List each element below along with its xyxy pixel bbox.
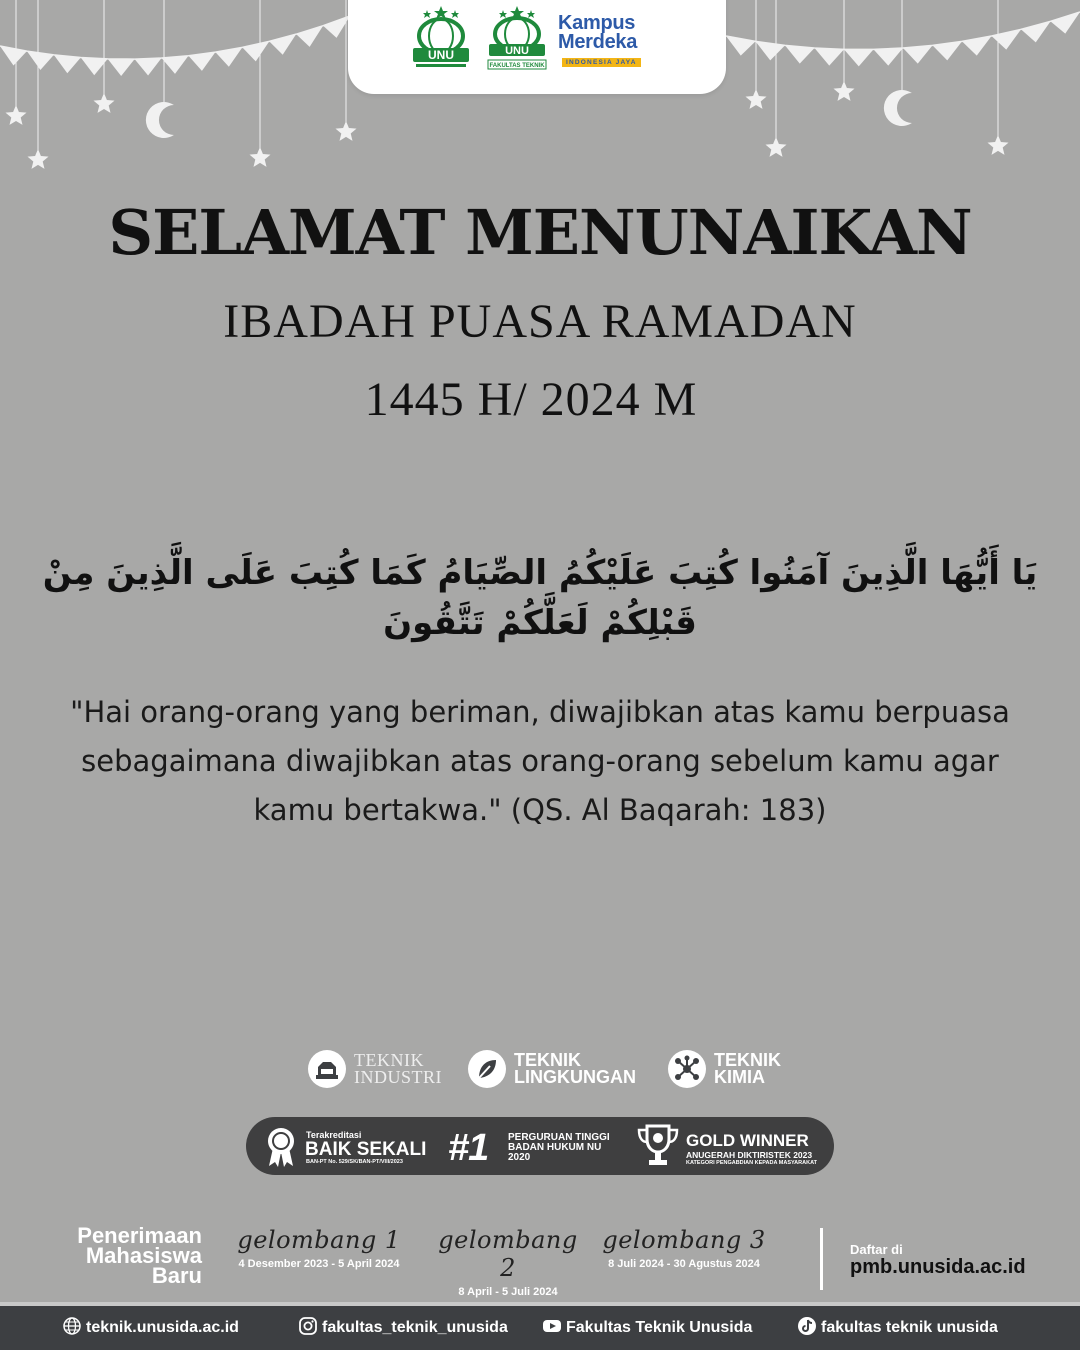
bunting-right-flag (1021, 21, 1051, 42)
rank-line2: BADAN HUKUM NU (508, 1142, 602, 1153)
admission-wave-1 (222, 1226, 416, 1270)
star-icon (6, 105, 27, 125)
tiktok-icon (797, 1316, 817, 1336)
admission-line1: Penerimaan (77, 1223, 202, 1248)
faculty-tag: FAKULTAS TEKNIK (489, 63, 545, 69)
rank-number: #1 (448, 1127, 489, 1169)
kampus-merdeka-logo (558, 14, 668, 52)
bunting-right-flag (726, 36, 756, 56)
kampus-merdeka-line2: Merdeka (558, 31, 638, 53)
bunting-left-string (0, 16, 350, 59)
admission-wave-3 (594, 1226, 774, 1270)
footer-youtube-text: Fakultas Teknik Unusida (566, 1319, 753, 1336)
star-icon (28, 149, 49, 169)
logo-panel (348, 0, 726, 94)
star-icon (746, 89, 767, 109)
bunting-left-flag (296, 26, 323, 47)
bunting-right-flag (1051, 12, 1080, 34)
bunting-left-flag (54, 55, 81, 73)
program-industri-line2: INDUSTRI (354, 1067, 442, 1087)
achievement-bar (246, 1117, 834, 1175)
leaf-icon (468, 1050, 506, 1088)
admission-wave-2 (430, 1226, 586, 1298)
program-lingkungan-line2: LINGKUNGAN (514, 1067, 636, 1087)
youtube-icon (542, 1316, 562, 1336)
bunting-right-flag (962, 36, 992, 56)
wave-2-dates: 8 April - 5 Juli 2024 (458, 1286, 558, 1298)
program-lingkungan-line1: TEKNIK (514, 1050, 581, 1070)
footer-youtube[interactable] (542, 1317, 752, 1339)
accreditation-grade: BAIK SEKALI (305, 1139, 427, 1160)
bunting-left-flag (0, 46, 27, 66)
greeting-year: 1445 H/ 2024 M (364, 373, 698, 426)
award-ribbon-icon (264, 1126, 298, 1168)
unu-logo-label: UNU (428, 48, 454, 62)
bunting-left-flag (108, 59, 135, 76)
globe-icon (62, 1316, 82, 1336)
bunting-right-flag (815, 48, 845, 66)
footer-website[interactable] (62, 1317, 239, 1339)
program-kimia-line2: KIMIA (714, 1067, 765, 1087)
arabic-verse: يَا أَيُّهَا الَّذِينَ آمَنُوا كُتِبَ عَلَيْكُمُ الصِّيَامُ كَمَا كُتِبَ عَلَى الَّذِينَ مِنْ قَبْلِكُمْ لَعَلَّكُمْ تَتَّقُونَ (42, 553, 1038, 643)
wave-3-dates: 8 Juli 2024 - 30 Agustus 2024 (608, 1258, 760, 1270)
kampus-merdeka-tag: INDONESIA JAYA (562, 58, 641, 67)
trophy-icon (636, 1123, 680, 1169)
rank-line3: 2020 (508, 1152, 531, 1163)
footer-instagram[interactable] (298, 1317, 508, 1339)
bunting-right-flag (874, 48, 904, 66)
bunting-left-flag (135, 58, 162, 76)
bunting-left-flag (215, 47, 242, 66)
rank-line1: PERGURUAN TINGGI (508, 1132, 610, 1143)
wave-1-label: gelombang 1 (237, 1226, 401, 1254)
footer-instagram-text: fakultas_teknik_unusida (322, 1319, 508, 1336)
greeting-subtitle: IBADAH PUASA RAMADAN (223, 295, 857, 348)
wave-2-label: gelombang 2 (438, 1226, 578, 1282)
bunting-left-flag (162, 56, 189, 74)
star-icon (834, 81, 855, 101)
accreditation-small: Terakreditasi (306, 1130, 362, 1140)
admission-line3: Baru (151, 1263, 202, 1288)
program-teknik-industri (308, 1048, 458, 1090)
footer (0, 1306, 1080, 1350)
rank-description (508, 1133, 610, 1163)
gold-winner-title: GOLD WINNER (686, 1131, 809, 1150)
bunting-right-flag (785, 45, 815, 63)
faculty-logo-label: UNU (505, 45, 529, 57)
faculty-logo-icon (486, 4, 548, 70)
verse-translation: "Hai orang-orang yang beriman, diwajibkan atas kamu berpuasa sebagaimana diwajibkan atas orang-orang sebelum kamu agar kamu bertakwa." (QS. Al Baqarah: 183) (70, 695, 1010, 827)
star-icon (988, 135, 1009, 155)
admission-title (30, 1223, 202, 1288)
gold-winner-line2: KATEGORI PENGABDIAN KEPADA MASYARAKAT (686, 1160, 817, 1166)
program-industri-line1: TEKNIK (354, 1050, 424, 1070)
gold-winner-line1: ANUGERAH DIKTIRISTEK 2023 (686, 1150, 813, 1160)
unu-logo-icon (410, 4, 472, 70)
bunting-right-flag (844, 49, 874, 66)
program-teknik-kimia (668, 1048, 798, 1090)
admission-divider (820, 1228, 823, 1290)
accreditation-code: BAN-PT No. 529/SK/BAN-PT/VIII/2023 (306, 1159, 403, 1165)
register-label: Daftar di (850, 1242, 903, 1257)
footer-tiktok-text: fakultas teknik unusida (821, 1319, 998, 1336)
wave-1-dates: 4 Desember 2023 - 5 April 2024 (238, 1258, 400, 1270)
program-kimia-line1: TEKNIK (714, 1050, 781, 1070)
crescent-moon-icon (884, 90, 912, 126)
admission-line2: Mahasiswa (85, 1243, 202, 1268)
star-icon (336, 121, 357, 141)
star-icon (94, 93, 115, 113)
molecule-icon (668, 1050, 706, 1088)
greeting-title: SELAMAT MENUNAIKAN (108, 196, 972, 269)
crescent-moon-icon (146, 102, 174, 138)
program-teknik-lingkungan (468, 1048, 648, 1090)
kampus-merdeka-line1: Kampus (558, 12, 636, 34)
factory-icon (308, 1050, 346, 1088)
bunting-right-flag (903, 45, 933, 63)
wave-3-label: gelombang 3 (602, 1226, 766, 1254)
register-url[interactable]: pmb.unusida.ac.id (850, 1256, 1026, 1278)
footer-website-text: teknik.unusida.ac.id (86, 1319, 239, 1336)
star-icon (766, 137, 787, 157)
star-icon (250, 147, 271, 167)
footer-tiktok[interactable] (797, 1317, 998, 1339)
instagram-icon (298, 1316, 318, 1336)
